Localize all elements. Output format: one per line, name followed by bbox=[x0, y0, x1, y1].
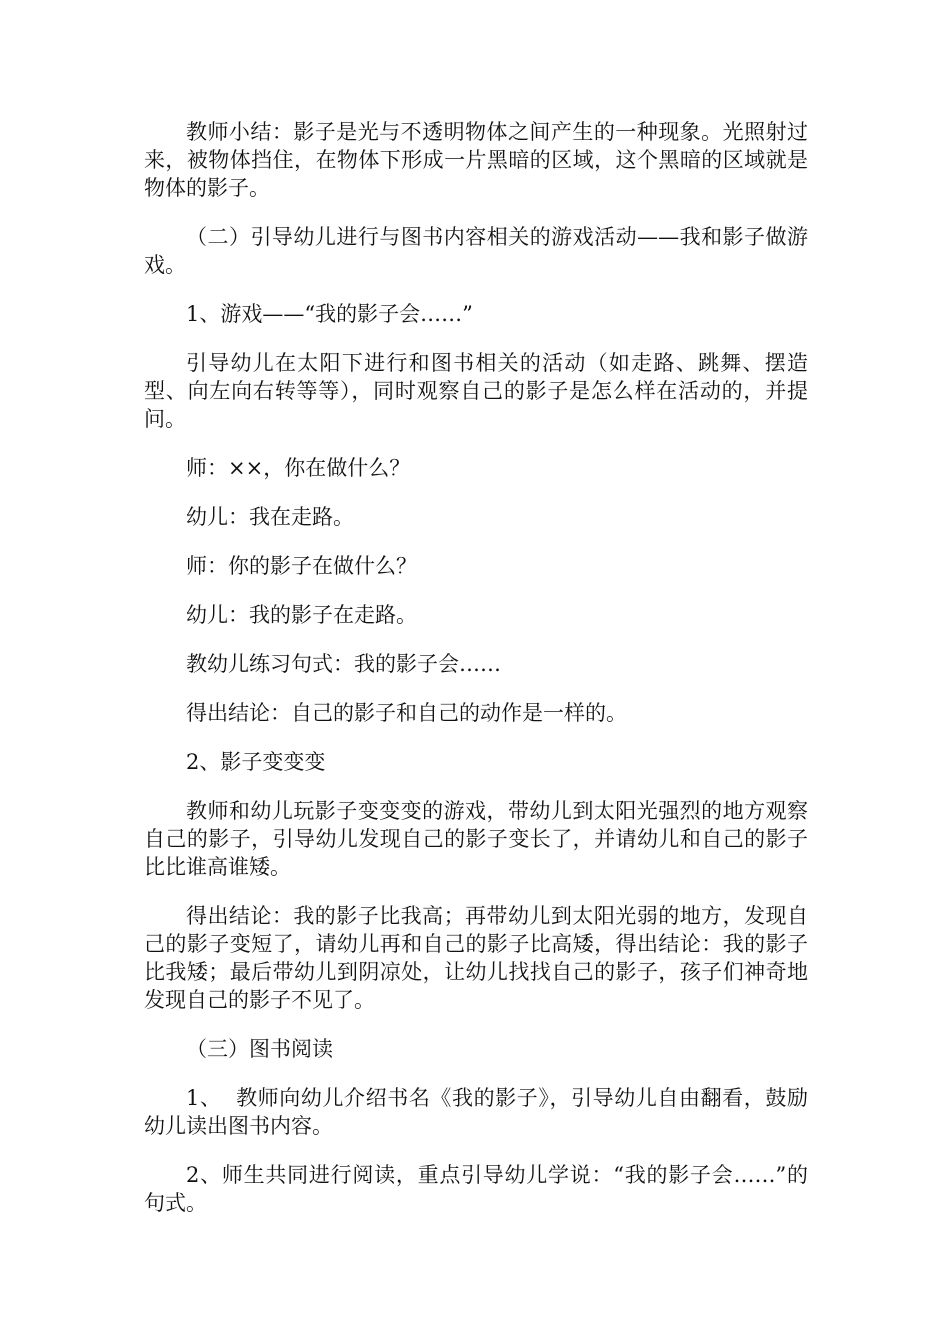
section-heading-3: （三）图书阅读 bbox=[186, 1037, 333, 1061]
paragraph-conclusion-1: 得出结论：自己的影子和自己的动作是一样的。 bbox=[186, 701, 627, 725]
subheading-game-1: 1、游戏——“我的影子会……” bbox=[186, 302, 473, 326]
paragraph-practice-sentence: 教幼儿练习句式：我的影子会…… bbox=[186, 652, 501, 676]
dialogue-teacher-1: 师：××，你在做什么？ bbox=[186, 456, 411, 480]
paragraph-teacher-summary: 教师小结：影子是光与不透明物体之间产生的一种现象。光照射过来，被物体挡住，在物体下形成一片黑暗的区域，这个黑暗的区域就是物体的影子。 bbox=[144, 120, 808, 200]
document-page bbox=[144, 118, 808, 1217]
paragraph-reading-2: 2、师生共同进行阅读，重点引导幼儿学说：“我的影子会……”的句式。 bbox=[144, 1163, 808, 1215]
subheading-game-2: 2、影子变变变 bbox=[186, 750, 326, 774]
dialogue-child-1: 幼儿：我在走路。 bbox=[186, 505, 354, 529]
dialogue-teacher-2: 师：你的影子在做什么？ bbox=[186, 554, 417, 578]
section-heading-2: （二）引导幼儿进行与图书内容相关的游戏活动——我和影子做游戏。 bbox=[144, 225, 808, 277]
paragraph-guide-activity: 引导幼儿在太阳下进行和图书相关的活动（如走路、跳舞、摆造型、向左向右转等等），同时观察自己的影子是怎么样在活动的，并提问。 bbox=[144, 351, 808, 431]
dialogue-child-2: 幼儿：我的影子在走路。 bbox=[186, 603, 417, 627]
paragraph-shadow-game: 教师和幼儿玩影子变变变的游戏，带幼儿到太阳光强烈的地方观察自己的影子，引导幼儿发现自己的影子变长了，并请幼儿和自己的影子比比谁高谁矮。 bbox=[144, 799, 808, 879]
paragraph-reading-1: 1、 教师向幼儿介绍书名《我的影子》，引导幼儿自由翻看，鼓励幼儿读出图书内容。 bbox=[144, 1086, 808, 1138]
paragraph-conclusion-2: 得出结论：我的影子比我高；再带幼儿到太阳光弱的地方，发现自己的影子变短了，请幼儿再和自己的影子比高矮，得出结论：我的影子比我矮；最后带幼儿到阴凉处，让幼儿找找自己的影子，孩子们神奇地发现自己的影子不见了。 bbox=[144, 904, 808, 1012]
